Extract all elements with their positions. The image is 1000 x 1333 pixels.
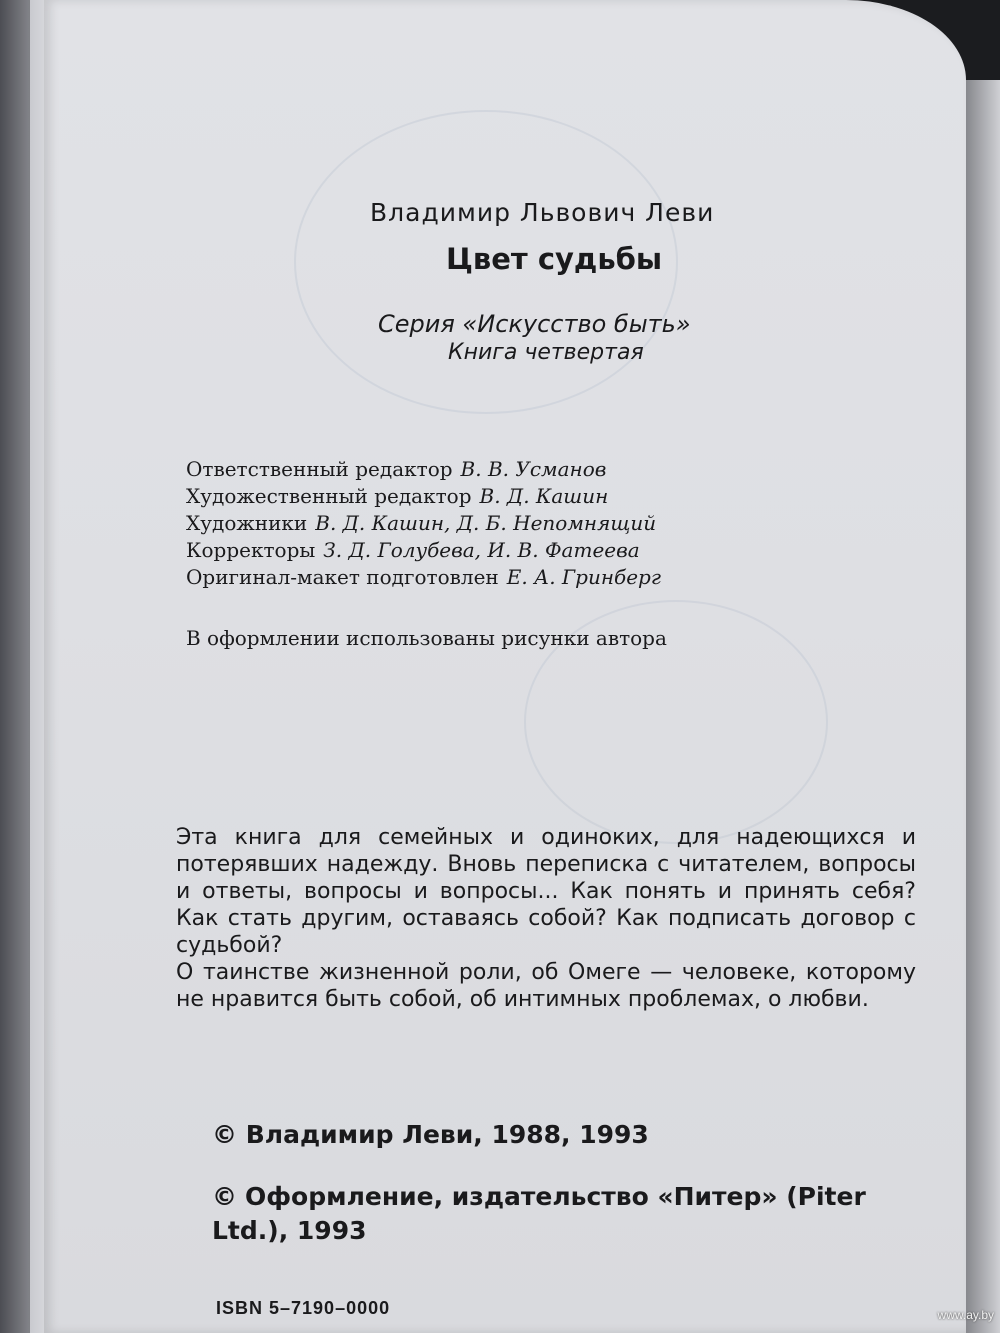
- annotation-paragraph: Эта книга для семейных и одиноких, для надеющихся и потерявших надежду. Вновь переписка с читателем, вопросы и ответы, вопросы и вопросы... Как понять и принять себя? Как стать другим, оставаясь собой? Как подписать договор с судьбой?: [176, 825, 916, 958]
- design-note: В оформлении использованы рисунки автора: [186, 626, 667, 650]
- credit-row: [186, 510, 661, 537]
- copyright-publisher: [212, 1180, 912, 1248]
- isbn: ISBN 5–7190–0000: [216, 1298, 391, 1318]
- credit-names: В. Д. Кашин: [479, 484, 609, 508]
- credit-role: Корректоры: [186, 538, 316, 562]
- credits-list: [186, 456, 661, 591]
- copyright-author: [212, 1120, 649, 1149]
- credit-names: В. В. Усманов: [460, 457, 607, 481]
- book-title: Цвет судьбы: [446, 242, 663, 276]
- copyright-text: Оформление, издательство «Питер» (Piter Ltd.), 1993: [212, 1182, 866, 1245]
- credit-names: Е. А. Гринберг: [506, 565, 661, 589]
- credit-names: В. Д. Кашин, Д. Б. Непомнящий: [315, 511, 657, 535]
- credit-row: [186, 456, 661, 483]
- book-annotation: [176, 824, 916, 1013]
- copyright-symbol: ©: [212, 1120, 237, 1149]
- right-page-edge: [960, 80, 1000, 1333]
- imprint-page: [44, 0, 966, 1333]
- credit-row: [186, 564, 661, 591]
- credit-row: [186, 537, 661, 564]
- site-watermark: www.ay.by: [937, 1308, 994, 1322]
- credit-role: Ответственный редактор: [186, 457, 453, 481]
- credit-names: З. Д. Голубева, И. В. Фатеева: [323, 538, 640, 562]
- copyright-symbol: ©: [212, 1182, 237, 1211]
- credit-role: Оригинал-макет подготовлен: [186, 565, 499, 589]
- copyright-text: Владимир Леви, 1988, 1993: [245, 1120, 649, 1149]
- credit-role: Художники: [186, 511, 308, 535]
- annotation-paragraph: О таинстве жизненной роли, об Омеге — человеке, которому не нравится быть собой, об интимных проблемах, о любви.: [176, 960, 916, 1012]
- book-series: Серия «Искусство быть»: [378, 310, 691, 338]
- book-number: Книга четвертая: [448, 340, 644, 365]
- credit-role: Художественный редактор: [186, 484, 472, 508]
- book-author: Владимир Львович Леви: [370, 198, 715, 227]
- credit-row: [186, 483, 661, 510]
